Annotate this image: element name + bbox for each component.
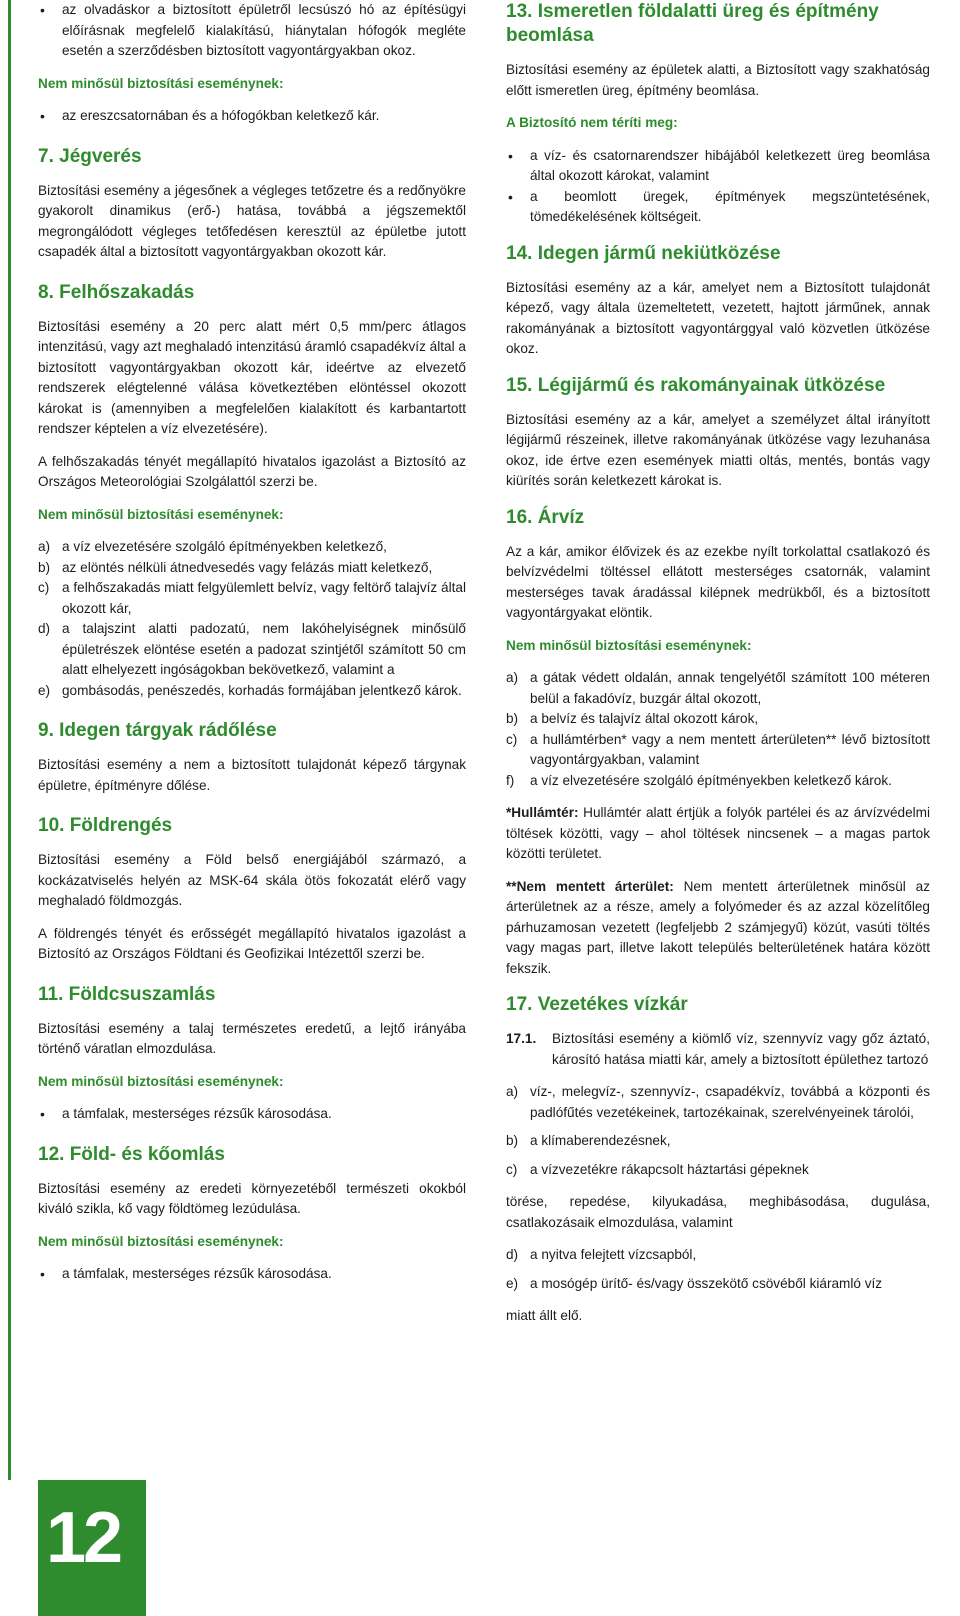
section-17-end-text: miatt állt elő. (506, 1308, 583, 1323)
page-number: 12 (46, 1498, 121, 1578)
section-number: 12. (38, 1143, 65, 1165)
section-title: Felhőszakadás (59, 281, 195, 303)
section-17-items-1 (506, 1082, 930, 1180)
subsection-17-1 (506, 1029, 930, 1070)
section-title: Idegen jármű nekiütközése (537, 242, 781, 264)
section-11-body: Biztosítási esemény a talaj természetes eredetű, a lejtő irányába történő váratlan elmozdulása. (38, 1020, 466, 1056)
section-title: Földrengés (69, 815, 173, 836)
footnote-label: **Nem mentett árterület: (506, 878, 674, 894)
list-letter: c) (38, 580, 50, 595)
list-item (506, 1245, 930, 1266)
list-text: a belvíz és talajvíz által okozott károk, (530, 711, 759, 726)
section-number: 14. (506, 242, 533, 264)
section-10-body-2: A földrengés tényét és erősségét megállapító hivatalos igazolást a Biztosító az Országos Földtani és Geofizikai Intézettől szerzi be. (38, 925, 466, 961)
section-15-heading (506, 374, 930, 398)
list-item (506, 709, 930, 730)
list-text: a hullámtérben* vagy a nem mentett árterületen** lévő biztosított vagyontárgyakban, valamint (530, 731, 930, 767)
section-number: 11. (38, 983, 64, 1005)
section-number: 9. (38, 720, 54, 741)
section-17-heading (506, 993, 930, 1017)
list-item (506, 668, 930, 709)
list-item (506, 771, 930, 792)
list-letter: a) (506, 1084, 519, 1099)
right-column (506, 0, 930, 1339)
list-text: víz-, melegvíz-, szennyvíz-, csapadékvíz, továbbá a központi és padlófűtés vezetékeinek, tartozékainak, szerelvényeinek tárolói, (530, 1084, 930, 1120)
section-number: 7. (38, 145, 54, 167)
section-9-body: Biztosítási esemény a nem a biztosított tulajdonát képező tárgynak épületre, építményre dőlése. (38, 757, 466, 793)
section-14-heading (506, 242, 930, 266)
section-16-exclusions (506, 668, 930, 791)
subsection-number: 17.1. (506, 1031, 537, 1046)
intro-exclusion-heading: Nem minősül biztosítási eseménynek: (38, 75, 284, 91)
section-12-body: Biztosítási esemény az eredeti környezetéből természeti okokból kiváló szikla, kő vagy földtömeg lezúdulása. (38, 1180, 466, 1216)
list-item: • a támfalak, mesterséges rézsűk károsodása. (38, 1104, 466, 1125)
section-11-heading (38, 983, 466, 1007)
subsection-text: Biztosítási esemény a kiömlő víz, szennyvíz vagy gőz áztató, károsító hatása miatti kár, amely a biztosított épülethez tartozó (552, 1031, 930, 1067)
list-item: • az ereszcsatornában és a hófogókban keletkező kár. (38, 106, 466, 127)
section-13-body: Biztosítási esemény az épületek alatti, a Biztosított vagy szakhatóság előtt ismeretlen üreg, építmény beomlása. (506, 62, 930, 98)
section-14-body: Biztosítási esemény az a kár, amelyet nem a Biztosított tulajdonát képező, vagy általa üzemeltetett, vezetett, hajtott járműnek, annak rakományának a biztosított vagyontárggyal való közvetlen ütközése okoz. (506, 279, 930, 356)
list-letter: a) (506, 670, 519, 685)
list-item (506, 1274, 930, 1295)
list-item: • a víz- és csatornarendszer hibájából keletkezett üreg beomlása által okozott károkat, valamint (506, 146, 930, 187)
list-text: gombásodás, penészedés, korhadás formájában jelentkező károk. (62, 682, 462, 698)
section-11-exclusions (38, 1104, 466, 1125)
list-item: • a beomlott üregek, építmények megszüntetésének, tömedékelésének költségeit. (506, 187, 930, 228)
section-title: Vezetékes vízkár (537, 994, 688, 1015)
section-10-heading (38, 814, 466, 838)
section-8-body-1: Biztosítási esemény a 20 perc alatt mért 0,5 mm/perc átlagos intenzitású, vagy azt meghaladó intenzitású áramló csapadékvíz által a biztosított vagyontárgyakban okozott kár, ideértve az elvezető rendszerek elégtelenné válása következtében elöntéssel okozott károkat is (amennyiben a megfelelően kialakított és karbantartott rendszer képtelen a víz elvezetésére). (38, 318, 466, 436)
section-9-heading (38, 719, 466, 743)
section-number: 8. (38, 281, 54, 303)
footnote-text: Nem mentett árterületnek minősül az árterületnek az a része, amely a folyómeder és az azzal közelítőleg párhuzamosan vezetett (legfeljebb 2 számjegyű) közút, vasúti töltés vagy magas part, illetve lakott település belterületének határa között fekszik. (506, 878, 930, 976)
list-letter: b) (506, 1133, 519, 1148)
list-letter: e) (38, 682, 51, 698)
section-title: Árvíz (537, 506, 585, 528)
list-item (506, 1082, 930, 1123)
section-number: 17. (506, 994, 533, 1015)
section-16-exclusion-heading: Nem minősül biztosítási eseménynek: (506, 637, 752, 653)
list-letter: e) (506, 1275, 519, 1291)
section-13-exclusion-heading: A Biztosító nem téríti meg: (506, 115, 678, 130)
section-number: 16. (506, 506, 533, 528)
section-16-body: Az a kár, amikor élővizek és az ezekbe nyílt torkolattal csatlakozó és belvízvédelmi töltéssel ellátott mesterséges csatornák, valamint mesterséges tavak áradással kilépnek medrükből, és a biztosított vagyontárgyakat elöntik. (506, 543, 930, 620)
list-item: • a támfalak, mesterséges rézsűk károsodása. (38, 1264, 466, 1285)
footnote-nem-mentett (506, 877, 930, 980)
intro-bullets (38, 0, 466, 62)
list-item (506, 730, 930, 771)
section-title: Ismeretlen földalatti üreg és építmény beomlása (506, 1, 879, 46)
list-item (38, 619, 466, 681)
footnote-label: *Hullámtér: (506, 805, 579, 820)
section-title: Légijármű és rakományainak ütközése (537, 374, 886, 396)
section-8-heading (38, 281, 466, 305)
section-title: Idegen tárgyak rádőlése (59, 720, 277, 741)
footnote-hullamter (506, 803, 930, 865)
section-8-exclusions (38, 537, 466, 701)
intro-exclusions (38, 106, 466, 127)
list-text: a vízvezetékre rákapcsolt háztartási gépeknek (530, 1161, 809, 1177)
section-13-heading (506, 0, 930, 48)
list-item (506, 1131, 930, 1152)
section-13-exclusions (506, 146, 930, 228)
list-item (38, 537, 466, 558)
list-text: a talajszint alatti padozatú, nem lakóhelyiségnek minősülő épületrészek elöntése esetén a padozat szintjétől számított 50 cm alatt elhelyezett ingóságokban bekövetkező, valamint a (62, 621, 466, 677)
list-letter: b) (506, 711, 519, 726)
section-title: Jégverés (59, 145, 142, 167)
section-title: Földcsuszamlás (68, 983, 216, 1005)
list-item (38, 558, 466, 579)
section-7-heading (38, 145, 466, 169)
section-12-heading (38, 1143, 466, 1167)
section-10-body-1: Biztosítási esemény a Föld belső energiájából származó, a kockázatviselés helyén az MSK-64 skála ötös fokozatát elérő vagy meghaladó földmozgás. (38, 852, 466, 908)
section-number: 15. (506, 374, 533, 396)
section-12-exclusion-heading: Nem minősül biztosítási eseménynek: (38, 1233, 284, 1249)
list-letter: d) (38, 621, 51, 636)
list-letter: c) (506, 731, 518, 747)
list-text: a mosógép ürítő- és/vagy összekötő csövéből kiáramló víz (530, 1275, 883, 1291)
list-item: • az olvadáskor a biztosított épületről lecsúszó hó az építésügyi előírásnak megfelelő kialakítású, hiánytalan hófogók megléte esetén a szerződésben biztosított vagyontárgyakban okoz. (38, 0, 466, 62)
list-text: a víz elvezetésére szolgáló építményekben keletkező károk. (530, 772, 892, 788)
list-item (506, 1160, 930, 1181)
list-letter: c) (506, 1161, 518, 1177)
section-12-exclusions (38, 1264, 466, 1285)
list-text: a gátak védett oldalán, annak tengelyétől számított 100 méteren belül a fakadóvíz, buzgár által okozott, (530, 670, 930, 706)
footnote-text: Hullámtér alatt értjük a folyók partélei és az árvízvédelmi töltések közötti, vagy – ahol töltések nincsenek – a magas partok közötti területet. (506, 805, 930, 861)
list-item (38, 578, 466, 619)
list-letter: d) (506, 1247, 519, 1262)
list-letter: a) (38, 539, 51, 554)
section-number: 10. (38, 815, 65, 836)
page-number-box (38, 1480, 146, 1616)
list-text: a felhőszakadás miatt felgyülemlett belvíz, vagy feltörő talajvíz által okozott kár, (62, 580, 466, 616)
list-text: a nyitva felejtett vízcsapból, (530, 1247, 697, 1262)
section-7-body: Biztosítási esemény a jégesőnek a végleges tetőzetre és a redőnyökre gyakorolt dinamikus (erő-) hatása, továbbá a jégszemektől megrongálódott végleges tetőfedésen keresztül az épületbe jutott csapadék által a biztosított vagyontárgyakban okozott kár. (38, 182, 466, 259)
section-8-body-2: A felhőszakadás tényét megállapító hivatalos igazolást a Biztosító az Országos Meteorológiai Szolgálattól szerzi be. (38, 453, 466, 489)
list-text: a klímaberendezésnek, (530, 1133, 671, 1148)
left-accent-rule (8, 0, 11, 1480)
list-text: a víz elvezetésére szolgáló építményekben keletkező, (62, 539, 387, 554)
section-16-heading (506, 506, 930, 530)
section-17-mid-text: törése, repedése, kilyukadása, meghibásodása, dugulása, csatlakozásaik elmozdulása, valamint (506, 1194, 930, 1230)
section-8-exclusion-heading: Nem minősül biztosítási eseménynek: (38, 506, 284, 522)
list-letter: b) (38, 559, 51, 575)
section-title: Föld- és kőomlás (69, 1143, 225, 1165)
list-text: az elöntés nélküli átnedvesedés vagy felázás miatt keletkező, (62, 559, 433, 575)
section-15-body: Biztosítási esemény az a kár, amelyet a személyzet által irányított légijármű részeinek, illetve rakományának ütközése vagy lezuhanása okoz, ide értve ezen események miatti oltás, mentés, bontás vagy kiürítés során keletkezett károkat is. (506, 411, 930, 488)
left-column (38, 0, 466, 1297)
list-item (38, 681, 466, 702)
list-letter: f) (506, 772, 515, 788)
section-11-exclusion-heading: Nem minősül biztosítási eseménynek: (38, 1073, 284, 1089)
section-number: 13. (506, 1, 533, 22)
section-17-items-2 (506, 1245, 930, 1294)
